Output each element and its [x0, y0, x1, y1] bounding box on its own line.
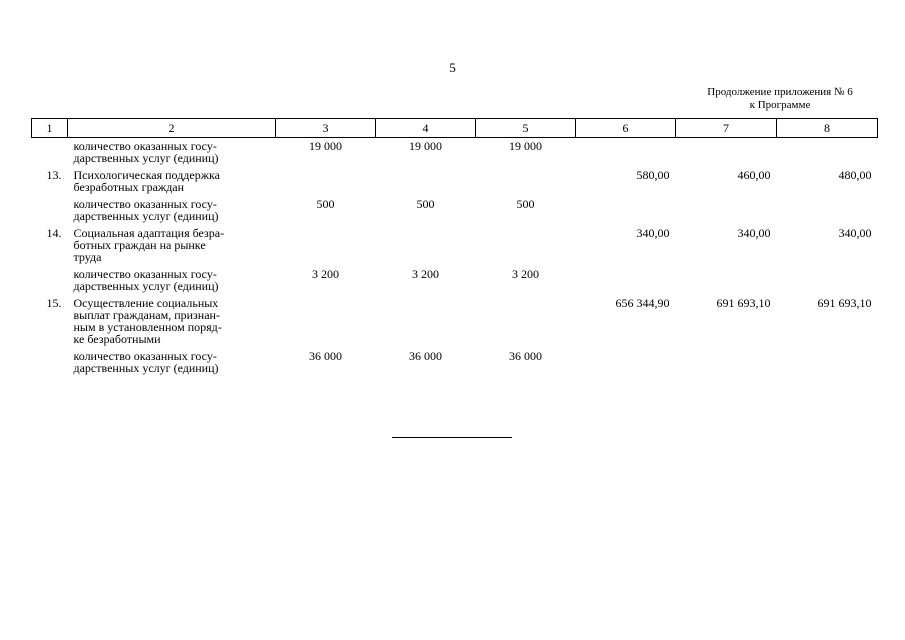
table-row [32, 295, 878, 348]
row-name-line: труда [73, 250, 102, 264]
row-name-line: безработных граждан [73, 180, 185, 194]
amount-cell [576, 266, 676, 295]
header-cell: 3 [276, 119, 376, 138]
amount-cell: 460,00 [737, 168, 771, 182]
row-name [68, 167, 276, 196]
quantity-cell: 500 [516, 197, 535, 211]
row-name [68, 295, 276, 348]
quantity-cell [376, 225, 476, 266]
row-name [68, 225, 276, 266]
quantity-cell [276, 225, 376, 266]
amount-cell [777, 348, 878, 377]
row-name-line: количество оказанных госу- [73, 349, 217, 363]
header-cell: 5 [476, 119, 576, 138]
amount-cell [676, 138, 777, 168]
appendix-note-line-1: Продолжение приложения № 6 [707, 86, 853, 98]
row-name-line: дарственных услуг (единиц) [73, 361, 219, 375]
amount-cell [676, 348, 777, 377]
quantity-cell [476, 167, 576, 196]
quantity-cell: 500 [416, 197, 435, 211]
amount-cell [777, 266, 878, 295]
table-row [32, 266, 878, 295]
row-name-line: Осуществление социальных [73, 296, 219, 310]
table-header-row [32, 119, 878, 138]
row-number [32, 348, 68, 377]
header-cell: 1 [32, 119, 68, 138]
amount-cell: 480,00 [838, 168, 872, 182]
quantity-cell: 36 000 [309, 349, 342, 363]
amount-cell: 656 344,90 [615, 296, 670, 310]
quantity-cell: 36 000 [409, 349, 442, 363]
row-name-line: Социальная адаптация безра- [73, 226, 225, 240]
header-cell: 8 [777, 119, 878, 138]
quantity-cell: 3 200 [412, 267, 439, 281]
quantity-cell [476, 295, 576, 348]
table-body [32, 138, 878, 378]
amount-cell: 691 693,10 [716, 296, 771, 310]
table-row [32, 167, 878, 196]
row-name-line: дарственных услуг (единиц) [73, 209, 219, 223]
row-name [68, 138, 276, 168]
quantity-cell: 3 200 [512, 267, 539, 281]
header-cell: 2 [68, 119, 276, 138]
row-number: 13. [46, 168, 62, 182]
table-row [32, 225, 878, 266]
quantity-cell: 36 000 [509, 349, 542, 363]
quantity-cell: 19 000 [309, 139, 342, 153]
table-row [32, 138, 878, 168]
row-number [32, 138, 68, 168]
quantity-cell: 500 [316, 197, 335, 211]
table-row [32, 196, 878, 225]
row-name [68, 266, 276, 295]
row-name-line: ным в установленном поряд- [73, 320, 222, 334]
amount-cell: 340,00 [636, 226, 670, 240]
appendix-note [680, 86, 880, 112]
row-name-line: Психологическая поддержка [73, 168, 220, 182]
quantity-cell: 19 000 [409, 139, 442, 153]
quantity-cell [376, 167, 476, 196]
amount-cell: 340,00 [838, 226, 872, 240]
page-number: 5 [449, 60, 456, 75]
amount-cell [777, 196, 878, 225]
row-name-line: дарственных услуг (единиц) [73, 151, 219, 165]
row-name-line: дарственных услуг (единиц) [73, 279, 219, 293]
quantity-cell: 19 000 [509, 139, 542, 153]
appendix-note-line-2: к Программе [749, 99, 811, 111]
row-name-line: количество оказанных госу- [73, 139, 217, 153]
row-number: 14. [46, 226, 62, 240]
amount-cell: 691 693,10 [817, 296, 872, 310]
amount-cell [576, 348, 676, 377]
row-number [32, 196, 68, 225]
end-divider-line [392, 437, 512, 438]
row-name-line: количество оказанных госу- [73, 267, 217, 281]
row-name-line: выплат гражданам, признан- [73, 308, 220, 322]
header-cell: 4 [376, 119, 476, 138]
amount-cell [576, 196, 676, 225]
amount-cell [676, 196, 777, 225]
program-table [31, 118, 878, 377]
row-name [68, 196, 276, 225]
amount-cell [576, 138, 676, 168]
header-cell: 7 [676, 119, 777, 138]
quantity-cell [276, 295, 376, 348]
row-name [68, 348, 276, 377]
header-cell: 6 [576, 119, 676, 138]
amount-cell [676, 266, 777, 295]
quantity-cell [276, 167, 376, 196]
table-row [32, 348, 878, 377]
amount-cell [777, 138, 878, 168]
amount-cell: 340,00 [737, 226, 771, 240]
row-name-line: количество оказанных госу- [73, 197, 217, 211]
row-number [32, 266, 68, 295]
quantity-cell [476, 225, 576, 266]
quantity-cell [376, 295, 476, 348]
quantity-cell: 3 200 [312, 267, 339, 281]
amount-cell: 580,00 [636, 168, 670, 182]
row-name-line: ке безработными [73, 332, 161, 346]
row-number: 15. [46, 296, 62, 310]
row-name-line: ботных граждан на рынке [73, 238, 206, 252]
